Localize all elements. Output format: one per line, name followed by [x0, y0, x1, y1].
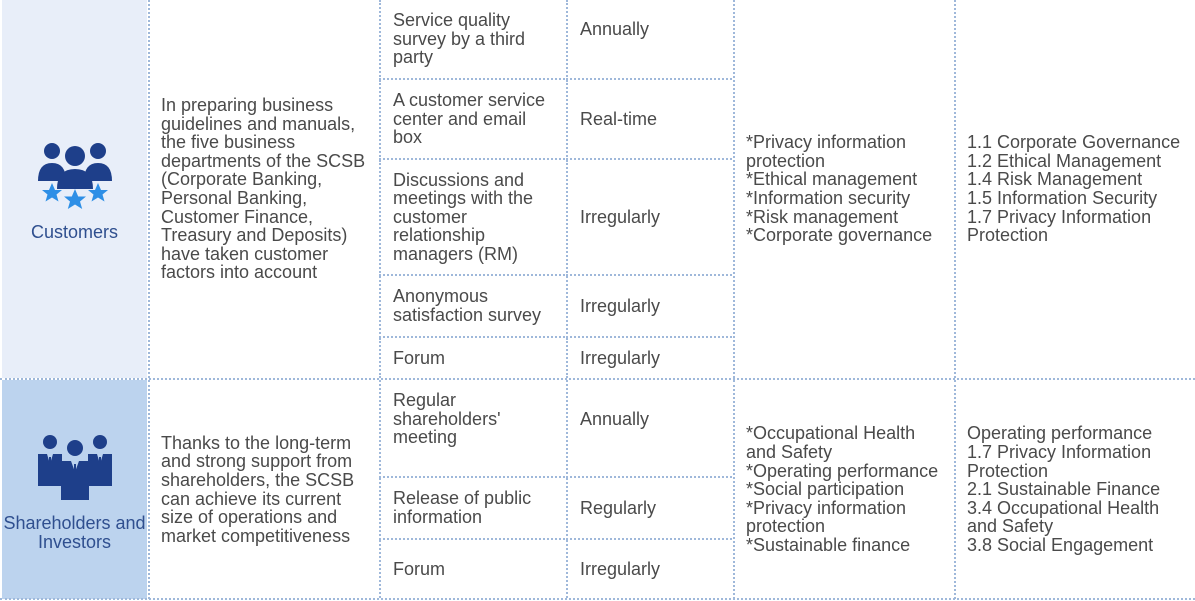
- channel-text: Forum: [393, 558, 446, 579]
- reference-item: 2.1 Sustainable Finance: [967, 479, 1161, 500]
- frequency-cell: [566, 338, 732, 378]
- reference-item: 3.4 Occupational Health and Safety: [967, 497, 1160, 537]
- frequency-cell: [566, 540, 732, 598]
- description-text: Thanks to the long-term and strong support from shareholders, the SCSB can achieve its current size of operations and market competitiveness: [161, 432, 355, 546]
- channel-cell: [379, 478, 565, 540]
- reference-item: 1.7 Privacy Information Protection: [967, 442, 1152, 481]
- channel-text: Release of public information: [393, 488, 532, 527]
- description-cell: [148, 380, 378, 599]
- frequency-text: Real-time: [580, 108, 658, 129]
- issues-cell: [733, 0, 953, 378]
- channel-cell: [379, 0, 565, 80]
- stakeholder-cell: [2, 0, 147, 378]
- frequency-text: Regularly: [580, 497, 657, 518]
- frequency-cell: [566, 380, 732, 478]
- references-cell: [954, 0, 1194, 378]
- channel-cell: [379, 380, 565, 478]
- customers-group-with-stars-icon: [30, 137, 120, 217]
- stakeholder-name: Customers: [30, 221, 119, 242]
- frequency-cell: [566, 160, 732, 276]
- reference-item: Operating performance: [967, 423, 1153, 444]
- issue-item: *Occupational Health and Safety: [746, 423, 916, 463]
- channel-text: Discussions and meetings with the customer relationship managers (RM): [393, 169, 534, 264]
- issues-list: [746, 133, 947, 245]
- references-list: [967, 424, 1186, 554]
- frequency-cell: [566, 0, 732, 80]
- issue-item: *Privacy information protection: [746, 497, 907, 537]
- issue-item: *Corporate governance: [746, 225, 933, 246]
- table-bottom-divider: [0, 598, 1195, 600]
- stakeholder-row-shareholders: [0, 380, 1195, 599]
- issue-item: *Sustainable finance: [746, 534, 911, 555]
- frequency-cell: [566, 478, 732, 540]
- channel-cell: [379, 276, 565, 338]
- issue-item: *Risk management: [746, 206, 899, 227]
- channel-cell: [379, 540, 565, 598]
- frequency-text: Irregularly: [580, 347, 661, 368]
- channel-text: Service quality survey by a third party: [393, 10, 526, 68]
- issue-item: *Information security: [746, 188, 911, 208]
- references-cell: [954, 380, 1194, 599]
- channel-text: Regular shareholders' meeting: [393, 390, 501, 448]
- channel-text: A customer service center and email box: [393, 90, 546, 148]
- channel-cell: [379, 80, 565, 160]
- business-people-group-icon: [30, 428, 120, 508]
- stakeholder-cell: [2, 380, 147, 599]
- channel-cell: [379, 338, 565, 378]
- frequency-text: Irregularly: [580, 558, 661, 579]
- issues-list: [746, 424, 947, 554]
- reference-item: 1.2 Ethical Management: [967, 150, 1162, 171]
- channel-text: Forum: [393, 347, 446, 368]
- channel-text: Anonymous satisfaction survey: [393, 286, 542, 325]
- reference-item: 1.4 Risk Management: [967, 169, 1143, 190]
- stakeholder-name: Shareholders and Investors: [3, 512, 146, 552]
- issue-item: *Ethical management: [746, 169, 918, 190]
- issues-cell: [733, 380, 953, 599]
- frequency-text: Irregularly: [580, 295, 661, 316]
- references-list: [967, 133, 1186, 245]
- reference-item: 1.1 Corporate Governance: [967, 132, 1181, 153]
- channel-cell: [379, 160, 565, 276]
- frequency-text: Irregularly: [580, 206, 661, 227]
- frequency-text: Annually: [580, 409, 650, 429]
- frequency-text: Annually: [580, 19, 650, 39]
- issue-item: *Privacy information protection: [746, 132, 907, 171]
- description-text: In preparing business guidelines and manuals, the five business departments of the SCSB (Corporate Banking, Personal Banking, Customer Finance, Treasury and Deposits) have taken customer factors into account: [161, 95, 366, 283]
- reference-item: 1.7 Privacy Information Protection: [967, 206, 1152, 246]
- description-cell: [148, 0, 378, 378]
- frequency-cell: [566, 80, 732, 160]
- reference-item: 3.8 Social Engagement: [967, 534, 1154, 555]
- frequency-cell: [566, 276, 732, 338]
- issue-item: *Operating performance: [746, 460, 939, 481]
- reference-item: 1.5 Information Security: [967, 188, 1158, 208]
- issue-item: *Social participation: [746, 479, 905, 500]
